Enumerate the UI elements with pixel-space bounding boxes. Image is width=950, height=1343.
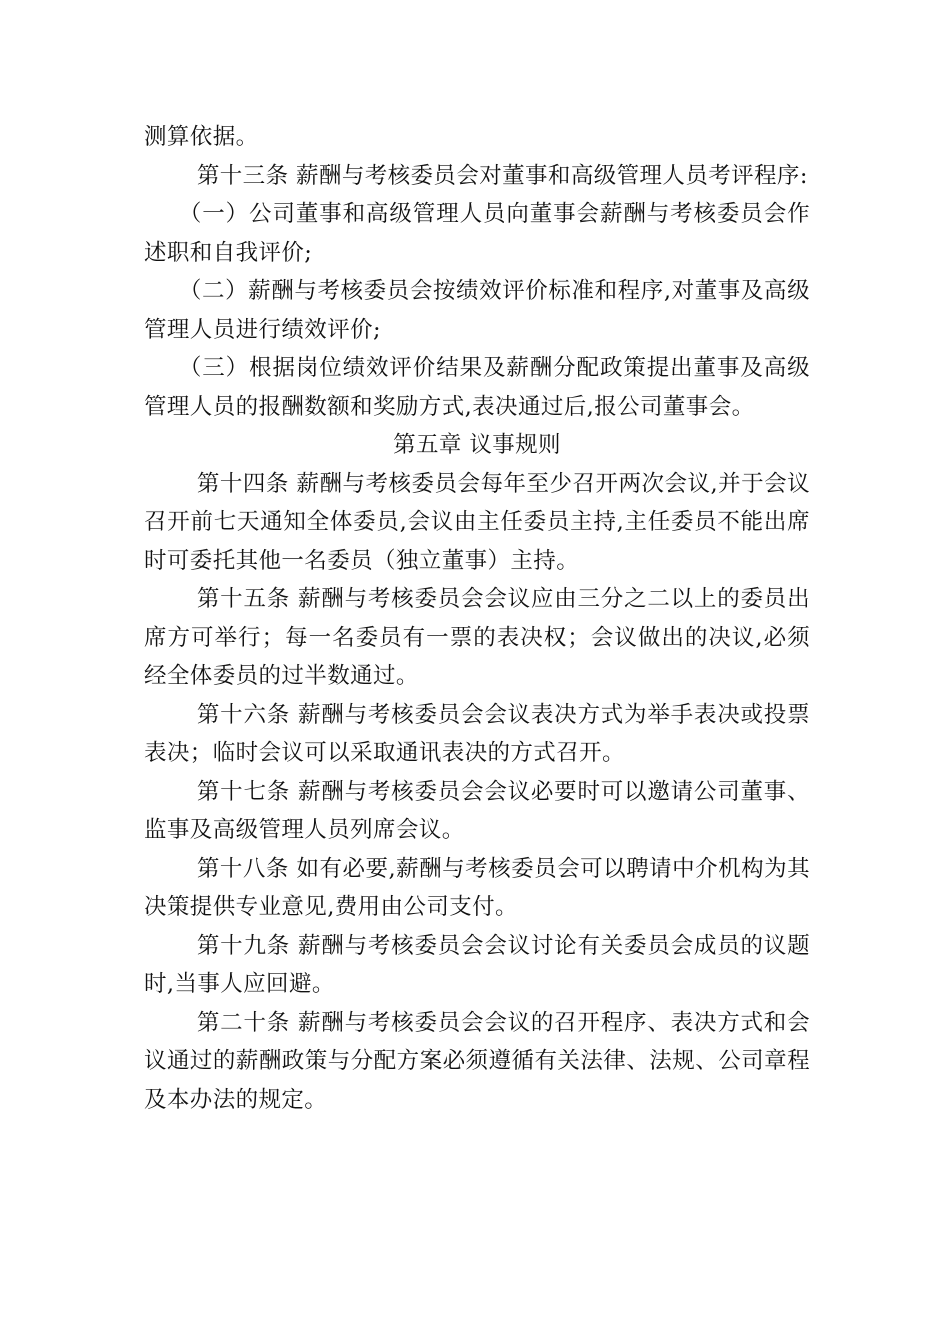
article-13-item-2: （二）薪酬与考核委员会按绩效评价标准和程序,对董事及高级管理人员进行绩效评价; xyxy=(144,278,810,343)
article-13: 第十三条 薪酬与考核委员会对董事和高级管理人员考评程序: xyxy=(196,162,808,189)
article-18: 第十八条 如有必要,薪酬与考核委员会可以聘请中介机构为其决策提供专业意见,费用由公司支付。 xyxy=(144,855,810,920)
article-15: 第十五条 薪酬与考核委员会会议应由三分之二以上的委员出席方可举行；每一名委员有一票的表决权；会议做出的决议,必须经全体委员的过半数通过。 xyxy=(144,586,810,689)
article-17: 第十七条 薪酬与考核委员会会议必要时可以邀请公司董事、监事及高级管理人员列席会议。 xyxy=(144,778,810,843)
article-13-item-1: （一）公司董事和高级管理人员向董事会薪酬与考核委员会作述职和自我评价; xyxy=(144,201,810,266)
chapter-title: 第五章 议事规则 xyxy=(393,432,561,458)
document-page xyxy=(144,118,810,1119)
paragraph-continuation: 测算依据。 xyxy=(144,124,259,150)
article-13-item-3: （三）根据岗位绩效评价结果及薪酬分配政策提出董事及高级管理人员的报酬数额和奖励方式,表决通过后,报公司董事会。 xyxy=(144,355,810,420)
article-20: 第二十条 薪酬与考核委员会会议的召开程序、表决方式和会议通过的薪酬政策与分配方案必须遵循有关法律、法规、公司章程及本办法的规定。 xyxy=(144,1009,810,1113)
article-19: 第十九条 薪酬与考核委员会会议讨论有关委员会成员的议题时,当事人应回避。 xyxy=(144,932,810,997)
article-14: 第十四条 薪酬与考核委员会每年至少召开两次会议,并于会议召开前七天通知全体委员,会议由主任委员主持,主任委员不能出席时可委托其他一名委员（独立董事）主持。 xyxy=(144,470,810,574)
article-16: 第十六条 薪酬与考核委员会会议表决方式为举手表决或投票表决；临时会议可以采取通讯表决的方式召开。 xyxy=(144,701,810,766)
